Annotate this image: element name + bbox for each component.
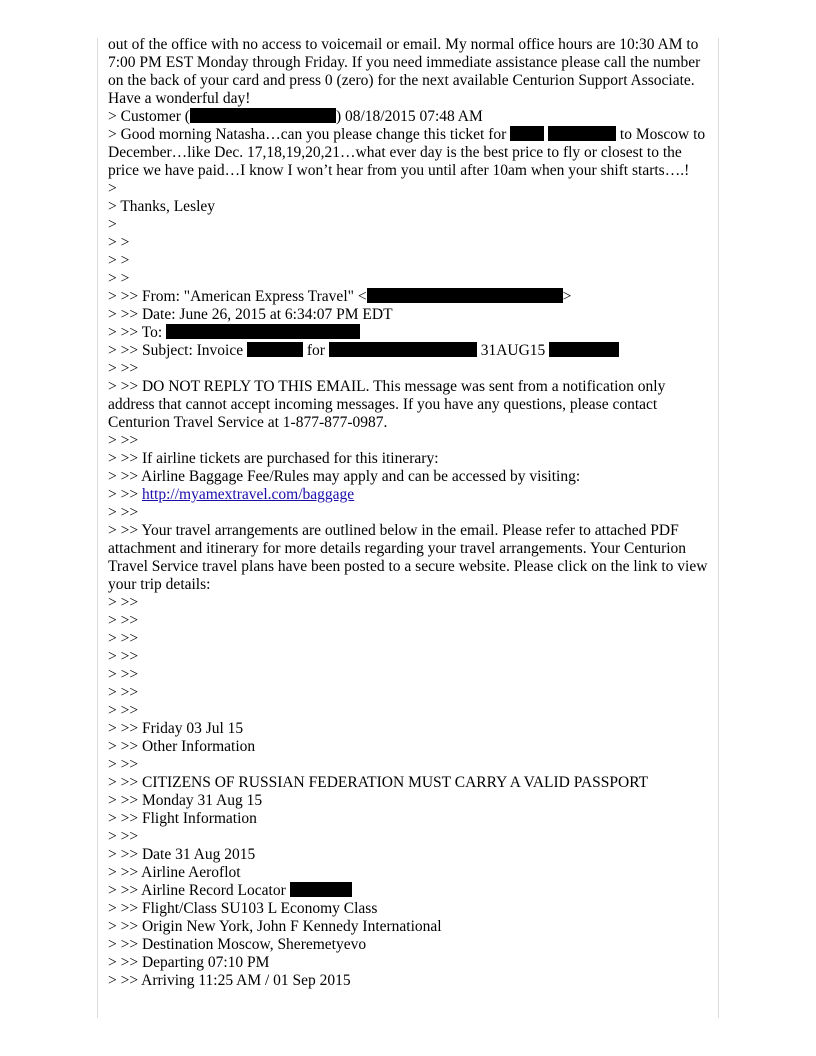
redacted-block [190,108,336,123]
citizens-line: > >> CITIZENS OF RUSSIAN FEDERATION MUST CARRY A VALID PASSPORT [108,774,649,791]
baggage-line: > >> Airline Baggage Fee/Rules may apply and can be accessed by visiting: [108,468,581,485]
quote-line: > > [108,270,130,287]
redacted-block [247,342,303,357]
customer-prefix: > Customer ( [108,108,190,125]
subject-line [108,342,708,360]
locator-prefix: > >> Airline Record Locator [108,882,290,899]
date-line: > >> Date: June 26, 2015 at 6:34:07 PM EDT [108,306,393,323]
friday-line: > >> Friday 03 Jul 15 [108,720,244,737]
subject-for: for [303,342,329,359]
good-morning-part-b: to Moscow to December…like Dec. 17,18,19,20,21…what ever day is the best price to fly or closest to the price we have paid…I know I won’t hear from you until after 10am when your shift starts….! [108,126,706,179]
airline-tickets-line: > >> If airline tickets are purchased for this itinerary: [108,450,439,467]
from-prefix: > >> From: "American Express Travel" < [108,288,367,305]
quote-line: > >> [108,594,139,611]
arriving-line: > >> Arriving 11:25 AM / 01 Sep 2015 [108,972,351,989]
monday-line: > >> Monday 31 Aug 15 [108,792,263,809]
baggage-link[interactable]: http://myamextravel.com/baggage [141,486,355,503]
date2-line: > >> Date 31 Aug 2015 [108,846,256,863]
other-info-line: > >> Other Information [108,738,256,755]
redacted-block [290,882,352,897]
quote-line: > > [108,252,130,269]
arrangements-text: > >> Your travel arrangements are outlined below in the email. Please refer to attached PDF attachment and itinerary for more details regarding your travel arrangements. Your Centurion Travel Service travel plans have been posted to a secure website. Please click on the link to view your trip details: [108,522,708,593]
good-morning-text [108,126,708,180]
flight-class-line: > >> Flight/Class SU103 L Economy Class [108,900,378,917]
quote-line: > >> [108,666,139,683]
from-line [108,288,708,306]
quote-line: > >> [108,702,139,719]
email-body [108,36,708,990]
redacted-block [329,342,477,357]
departing-line: > >> Departing 07:10 PM [108,954,270,971]
redacted-block [510,126,544,141]
quote-line: > [108,180,117,197]
to-prefix: > >> To: [108,324,167,341]
redacted-block [367,288,563,303]
quote-line: > >> [108,612,139,629]
quote-line: > [108,216,117,233]
subject-prefix: > >> Subject: Invoice [108,342,248,359]
page-border-right [718,38,719,1018]
good-morning-part-a: > Good morning Natasha…can you please change this ticket for [108,126,511,143]
quote-line: > >> [108,648,139,665]
subject-date: 31AUG15 [476,342,550,359]
out-of-office-text: out of the office with no access to voicemail or email. My normal office hours are 10:30 AM to 7:00 PM EST Monday through Friday. If you need immediate assistance please call the number on the back of your card and press 0 (zero) for the next available Centurion Support Associate. Have a wonderful day! [108,36,701,107]
origin-line: > >> Origin New York, John F Kennedy International [108,918,442,935]
quote-line: > >> [108,756,139,773]
customer-timestamp: ) 08/18/2015 07:48 AM [335,108,483,125]
link-prefix: > >> [108,486,142,503]
redacted-block [166,324,360,339]
quote-line: > >> [108,432,139,449]
quote-line: > > [108,234,130,251]
from-suffix: > [562,288,572,305]
redacted-block [549,342,619,357]
flight-info-line: > >> Flight Information [108,810,257,827]
quote-line: > >> [108,504,139,521]
airline-line: > >> Airline Aeroflot [108,864,241,881]
to-line [108,324,708,342]
quote-line: > >> [108,360,139,377]
thanks-line: > Thanks, Lesley [108,198,216,215]
redacted-block [548,126,616,141]
quote-line: > >> [108,630,139,647]
record-locator-line [108,882,708,900]
destination-line: > >> Destination Moscow, Sheremetyevo [108,936,367,953]
page-border-left [97,38,98,1018]
quote-line: > >> [108,828,139,845]
do-not-reply-text: > >> DO NOT REPLY TO THIS EMAIL. This message was sent from a notification only address that cannot accept incoming messages. If you have any questions, please contact Centurion Travel Service at 1-877-877-0987. [108,378,666,431]
baggage-link-line [108,486,708,504]
customer-line [108,108,708,126]
quote-line: > >> [108,684,139,701]
